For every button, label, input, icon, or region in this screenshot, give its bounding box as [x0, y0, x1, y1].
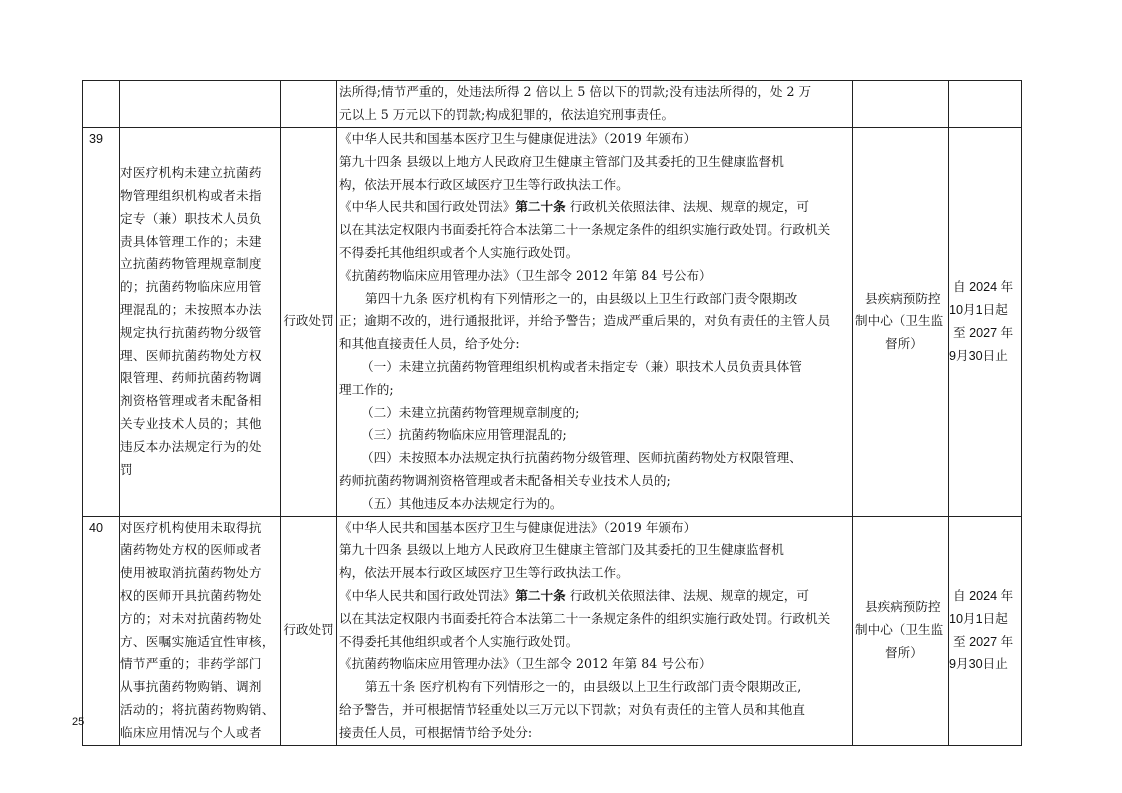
item-line: 规定执行抗菌药物分级管: [120, 324, 262, 340]
item-line: 违反本办法规定行为的处: [120, 438, 262, 454]
law-title-line: [339, 585, 852, 608]
table-row-continued: [83, 81, 1022, 128]
item-line: 理、医师抗菌药物处方权: [120, 347, 262, 363]
basis-line: 第九十四条 县级以上地方人民政府卫生健康主管部门及其委托的卫生健康监督机: [339, 542, 784, 558]
basis-line: 不得委托其他组织或者个人实施行政处罚。: [339, 633, 579, 649]
basis-line: 接责任人员，可根据情节给予处分:: [339, 724, 533, 740]
item-line: 关专业技术人员的；其他: [120, 415, 262, 431]
item-line: 权的医师开具抗菌药物处: [120, 587, 262, 603]
basis-line: 构，依法开展本行政区域医疗卫生等行政执法工作。: [339, 565, 629, 581]
type-cell: 行政处罚: [281, 128, 337, 517]
item-line: 限管理、药师抗菌药物调: [120, 370, 262, 386]
law-title: 《中华人民共和国行政处罚法》: [339, 199, 516, 215]
table-row: [83, 516, 1022, 745]
basis-line: 法所得;情节严重的，处违法所得 2 倍以上 5 倍以下的罚款;没有违法所得的，处 2 万: [339, 84, 812, 99]
item-line: 理混乱的；未按照本办法: [120, 301, 262, 317]
valid-line: 10月1日起: [949, 302, 1008, 317]
valid-cell: [949, 81, 1022, 128]
item-line: 从事抗菌药物购销、调剂: [120, 679, 262, 695]
item-line: 罚: [120, 461, 133, 477]
item-cell: [120, 516, 281, 745]
dept-line: 县疾病预防控: [865, 599, 941, 615]
item-line: 对医疗机构使用未取得抗: [120, 519, 262, 535]
enforcement-table: [82, 80, 1022, 746]
basis-item: （一）未建立抗菌药物管理组织机构或者未指定专（兼）职技术人员负责具体管: [361, 358, 802, 374]
basis-item: （五）其他违反本办法规定行为的。: [361, 495, 563, 511]
basis-line: 构，依法开展本行政区域医疗卫生等行政执法工作。: [339, 176, 629, 192]
item-line: 的；抗菌药物临床应用管: [120, 279, 262, 295]
law-title-line: [339, 196, 852, 219]
row-number: 40: [83, 516, 120, 745]
valid-cell: [949, 516, 1022, 745]
item-cell: [120, 128, 281, 517]
item-line: 责具体管理工作的；未建: [120, 233, 262, 249]
basis-item: （四）未按照本办法规定执行抗菌药物分级管理、医师抗菌药物处方权限管理、: [361, 450, 802, 466]
basis-item: （二）未建立抗菌药物管理规章制度的;: [361, 404, 580, 420]
law-title: 《中华人民共和国基本医疗卫生与健康促进法》（2019 年颁布）: [339, 519, 697, 535]
law-title: 《抗菌药物临床应用管理办法》（卫生部令 2012 年第 84 号公布）: [339, 267, 712, 283]
row-number: 39: [83, 128, 120, 517]
basis-line: 元以上 5 万元以下的罚款;构成犯罪的，依法追究刑事责任。: [339, 106, 675, 122]
basis-line: 不得委托其他组织或者个人实施行政处罚。: [339, 244, 579, 260]
dept-cell: [853, 516, 949, 745]
law-title: 《中华人民共和国基本医疗卫生与健康促进法》（2019 年颁布）: [339, 131, 697, 146]
valid-line: 自 2024 年: [953, 588, 1014, 603]
type-cell: [281, 81, 337, 128]
valid-line: 至 2027 年: [953, 634, 1014, 649]
basis-item: 药师抗菌药物调剂资格管理或者未配备相关专业技术人员的;: [339, 472, 671, 488]
basis-line: 以在其法定权限内书面委托符合本法第二十一条规定条件的组织实施行政处罚。行政机关: [339, 610, 831, 626]
article-number: 第二十条: [515, 587, 566, 603]
valid-line: 10月1日起: [949, 611, 1008, 626]
item-line: 方、医嘱实施适宜性审核，: [120, 633, 275, 649]
basis-line: 正；逾期不改的，进行通报批评，并给予警告；造成严重后果的，对负有责任的主管人员: [339, 313, 831, 329]
dept-line: 督所）: [885, 336, 923, 352]
basis-cell: [337, 128, 853, 517]
item-line: 临床应用情况与个人或者: [120, 724, 262, 740]
dept-line: 制中心（卫生监: [855, 313, 944, 329]
item-line: 使用被取消抗菌药物处方: [120, 565, 262, 581]
basis-cell: [337, 81, 853, 128]
item-line: 方的；对未对抗菌药物处: [120, 610, 262, 626]
valid-line: 自 2024 年: [953, 280, 1014, 295]
item-line: 对医疗机构未建立抗菌药: [120, 165, 262, 181]
valid-cell: [949, 128, 1022, 517]
item-line: 情节严重的；非药学部门: [120, 656, 262, 672]
table-row: [83, 128, 1022, 517]
law-title: 《中华人民共和国行政处罚法》: [339, 587, 516, 603]
basis-line: 第四十九条 医疗机构有下列情形之一的，由县级以上卫生行政部门责令限期改: [365, 290, 798, 306]
item-line: 活动的；将抗菌药物购销、: [120, 701, 275, 717]
item-cell: [120, 81, 281, 128]
dept-cell: [853, 81, 949, 128]
basis-item: （三）抗菌药物临床应用管理混乱的;: [361, 427, 567, 443]
basis-line: 以在其法定权限内书面委托符合本法第二十一条规定条件的组织实施行政处罚。行政机关: [339, 222, 831, 238]
basis-line: 和其他直接责任人员，给予处分:: [339, 336, 520, 352]
basis-line: 第五十条 医疗机构有下列情形之一的，由县级以上卫生行政部门责令限期改正,: [365, 679, 802, 695]
dept-line: 制中心（卫生监: [855, 622, 944, 638]
valid-line: 9月30日止: [949, 657, 1008, 672]
basis-text: 行政机关依照法律、法规、规章的规定，可: [565, 199, 809, 215]
article-number: 第二十条: [515, 199, 566, 215]
basis-item: 理工作的;: [339, 381, 394, 397]
dept-line: 县疾病预防控: [865, 290, 941, 306]
page-number: 25: [72, 716, 85, 728]
valid-line: 至 2027 年: [953, 325, 1014, 340]
basis-cell: [337, 516, 853, 745]
type-cell: 行政处罚: [281, 516, 337, 745]
item-line: 定专（兼）职技术人员负: [120, 210, 262, 226]
valid-line: 9月30日止: [949, 348, 1008, 363]
item-line: 立抗菌药物管理规章制度: [120, 256, 262, 272]
item-line: 剂资格管理或者未配备相: [120, 393, 262, 409]
basis-text: 行政机关依照法律、法规、规章的规定，可: [565, 587, 809, 603]
basis-line: 给予警告，并可根据情节轻重处以三万元以下罚款；对负有责任的主管人员和其他直: [339, 701, 805, 717]
number-cell: [83, 81, 120, 128]
law-title: 《抗菌药物临床应用管理办法》（卫生部令 2012 年第 84 号公布）: [339, 656, 712, 672]
item-line: 菌药物处方权的医师或者: [120, 542, 262, 558]
basis-line: 第九十四条 县级以上地方人民政府卫生健康主管部门及其委托的卫生健康监督机: [339, 153, 784, 169]
item-line: 物管理组织机构或者未指: [120, 187, 262, 203]
dept-cell: [853, 128, 949, 517]
dept-line: 督所）: [885, 644, 923, 660]
